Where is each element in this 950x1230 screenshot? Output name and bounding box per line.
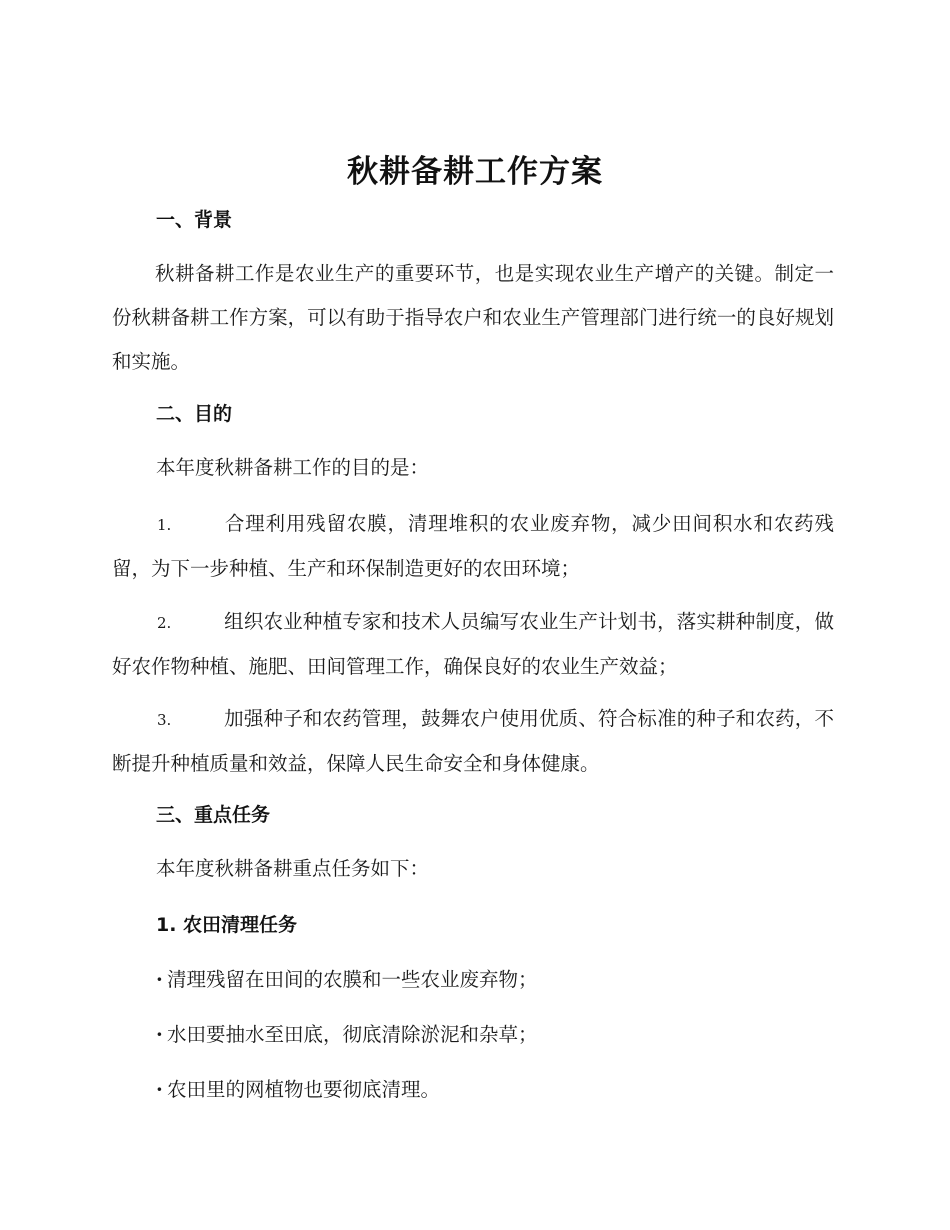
section-heading-key-tasks: 三、重点任务 [156, 804, 271, 826]
purpose-item-text: 合理利用残留农膜，清理堆积的农业废弃物，减少田间积水和农药残留，为下一步种植、生产和环保制造更好的农田环境； [112, 512, 834, 580]
purpose-item-text: 组织农业种植专家和技术人员编写农业生产计划书，落实耕种制度，做好农作物种植、施肥、田间管理工作，确保良好的农业生产效益； [112, 610, 834, 678]
purpose-item-text: 加强种子和农药管理，鼓舞农户使用优质、符合标准的种子和农药，不断提升种植质量和效益，保障人民生命安全和身体健康。 [112, 707, 834, 775]
purpose-item-number: 1. [157, 516, 172, 534]
bullet-dot: · [156, 968, 163, 991]
background-paragraph: 秋耕备耕工作是农业生产的重要环节，也是实现农业生产增产的关键。制定一份秋耕备耕工作方案，可以有助于指导农户和农业生产管理部门进行统一的良好规划和实施。 [112, 262, 834, 373]
bullet-text: 农田里的网植物也要彻底清理。 [167, 1078, 441, 1101]
section-heading-background: 一、背景 [156, 209, 233, 231]
purpose-item-number: 3. [157, 711, 172, 729]
bullet-dot: · [156, 1078, 163, 1101]
task-1-heading: 1. 农田清理任务 [156, 914, 298, 936]
bullet-text: 清理残留在田间的农膜和一些农业废弃物； [167, 968, 538, 991]
key-tasks-intro: 本年度秋耕备耕重点任务如下： [156, 857, 430, 880]
bullet-dot: · [156, 1023, 163, 1046]
purpose-item-1 [112, 502, 834, 591]
purpose-item-2 [112, 600, 834, 689]
bullet-text: 水田要抽水至田底，彻底清除淤泥和杂草； [167, 1023, 538, 1046]
task-1-bullet-2 [156, 1020, 538, 1050]
task-1-bullet-1 [156, 965, 538, 995]
task-1-bullet-3 [156, 1075, 440, 1105]
document-title: 秋耕备耕工作方案 [347, 154, 603, 190]
section-heading-purpose: 二、目的 [156, 403, 233, 425]
purpose-item-3 [112, 697, 834, 786]
purpose-item-number: 2. [157, 614, 172, 632]
purpose-intro: 本年度秋耕备耕工作的目的是： [156, 456, 430, 479]
